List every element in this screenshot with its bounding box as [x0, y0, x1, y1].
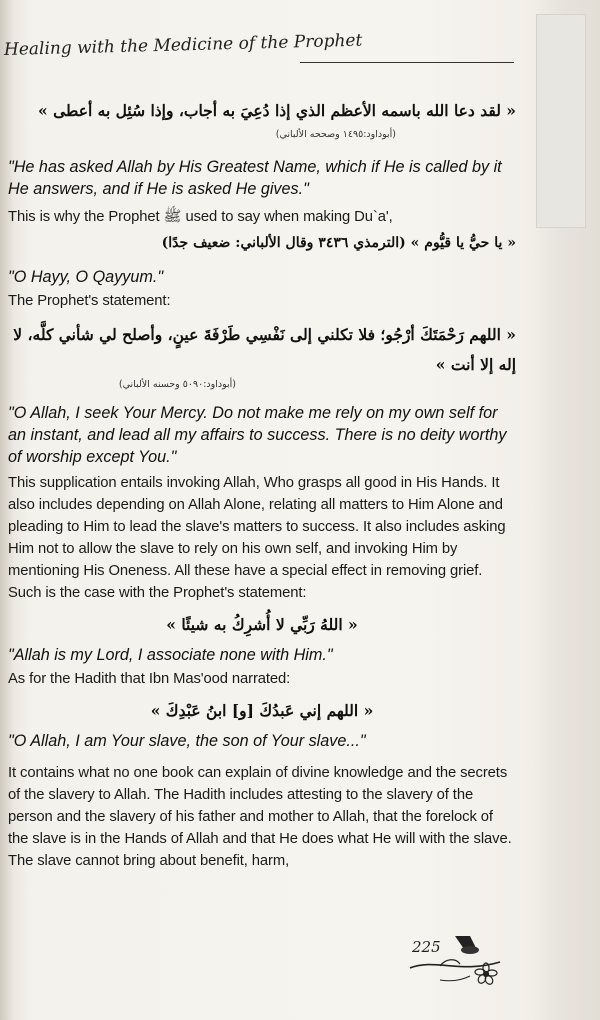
arabic-inni-abduka: « اللهم إني عَبدُكَ [و] ابنُ عَبْدِكَ » — [150, 701, 374, 720]
arabic-dua-ya-hayy: « يا حيُّ يا قيُّوم » (الترمذي ٣٤٣٦ وقال الألباني: ضعيف جدًا) — [161, 235, 516, 251]
page-footer — [400, 928, 510, 988]
page-content — [8, 100, 516, 872]
arabic-reference: (أبوداود:٥٠٩٠ وحسنه الألباني) — [118, 379, 236, 390]
flower-vine-ornament-icon — [400, 928, 510, 988]
translation-paragraph: "Allah is my Lord, I associate none with Him." — [8, 646, 333, 664]
running-head: Healing with the Medicine of the Prophet — [3, 30, 363, 60]
body-paragraph: The Prophet's statement: — [8, 293, 171, 309]
arabic-hadith-greatest-name: « لقد دعا الله باسمه الأعظم الذي إذا دُعِيَ به أجاب، وإذا سُئِل به أعطى » — [37, 101, 516, 120]
body-paragraph: As for the Hadith that Ibn Mas'ood narrated: — [8, 671, 291, 687]
arabic-allahu-rabbi: « اللهُ رَبِّي لا أُشرِكُ به شيئًا » — [166, 615, 358, 634]
body-paragraph: This is why the Prophet ﷺ used to say when making Du`a', — [8, 209, 393, 225]
next-page-edge — [536, 14, 586, 228]
body-paragraph: It contains what no one book can explain of divine knowledge and the secrets of the slavery to Allah. The Hadith includes attesting to the slavery of the person and the slavery of his father and mother to Allah, that the forelock of the slave is in the Hands of Allah and that He does what He will with the slave. The slave cannot bring about benefit, harm, — [8, 765, 512, 869]
arabic-reference: (أبوداود:١٤٩٥ وصححه الألباني) — [275, 129, 396, 140]
arabic-dua-rahmataka: « اللهم رَحْمَتَكَ أرْجُو؛ فلا تكلني إلى نَفْسِي طَرْفَةَ عينٍ، وأصلح لي شأني كلَّه، لا إله إلا أنت » — [13, 325, 516, 374]
page-number: 225 — [412, 938, 441, 956]
translation-paragraph: "O Allah, I seek Your Mercy. Do not make me rely on my own self for an instant, and lead all my affairs to success. There is no deity worthy of worship except You." — [8, 404, 507, 466]
body-paragraph: This supplication entails invoking Allah, Who grasps all good in His Hands. It also includes depending on Allah Alone, relating all matters to Him Alone and pleading to Him to lead the slave's matters to success. It also includes asking Him not to allow the slave to rely on his own self, and invoking Him by mentioning His Oneness. All these have a special effect in removing grief. Such is the case with the Prophet's statement: — [8, 475, 506, 601]
translation-paragraph: "He has asked Allah by His Greatest Name, which if He is called by it He answers, and if He is asked He gives." — [8, 158, 502, 198]
header-rule — [300, 62, 514, 63]
translation-paragraph: "O Allah, I am Your slave, the son of Your slave..." — [8, 732, 366, 750]
translation-paragraph: "O Hayy, O Qayyum." — [8, 268, 164, 286]
